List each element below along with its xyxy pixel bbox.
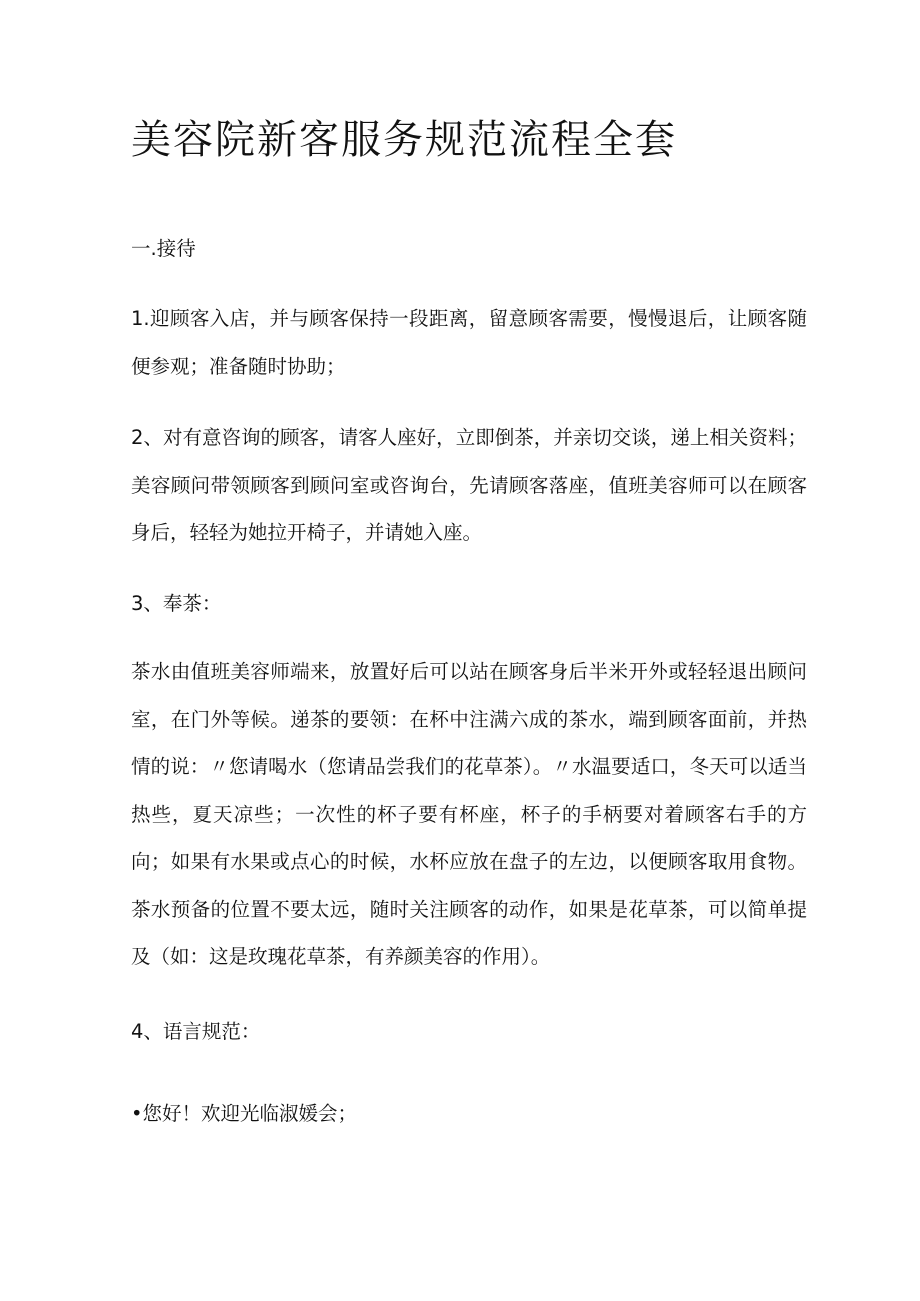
document-title: 美容院新客服务规范流程全套 <box>131 117 677 163</box>
paragraph-item-1: 1.迎顾客入店，并与顾客保持一段距离，留意顾客需要，慢慢退后，让顾客随便参观；准备随时协助； <box>131 307 807 378</box>
section-heading-reception: 一.接待 <box>131 237 196 260</box>
paragraph-item-2: 2、对有意咨询的顾客，请客人座好，立即倒茶，并亲切交谈，递上相关资料；美容顾问带领顾客到顾问室或咨询台，先请顾客落座，值班美容师可以在顾客身后，轻轻为她拉开椅子，并请她入座。 <box>131 426 807 544</box>
heading-serve-tea: 3、奉茶： <box>131 592 222 615</box>
heading-language-standards: 4、语言规范： <box>131 1020 261 1043</box>
paragraph-serve-tea: 茶水由值班美容师端来，放置好后可以站在顾客身后半米开外或轻轻退出顾问室，在门外等候。递茶的要领：在杯中注满六成的茶水，端到顾客面前，并热情的说：〃您请喝水（您请品尝我们的花草茶）。〃水温要适口，冬天可以适当热些，夏天凉些；一次性的杯子要有杯座，杯子的手柄要对着顾客右手的方向；如果有水果或点心的时候，水杯应放在盘子的左边，以便顾客取用食物。茶水预备的位置不要太远，随时关注顾客的动作，如果是花草茶，可以简单提及（如：这是玫瑰花草茶，有养颜美容的作用）。 <box>131 660 807 968</box>
phrase-welcome: •您好！欢迎光临淑媛会； <box>131 1102 358 1125</box>
